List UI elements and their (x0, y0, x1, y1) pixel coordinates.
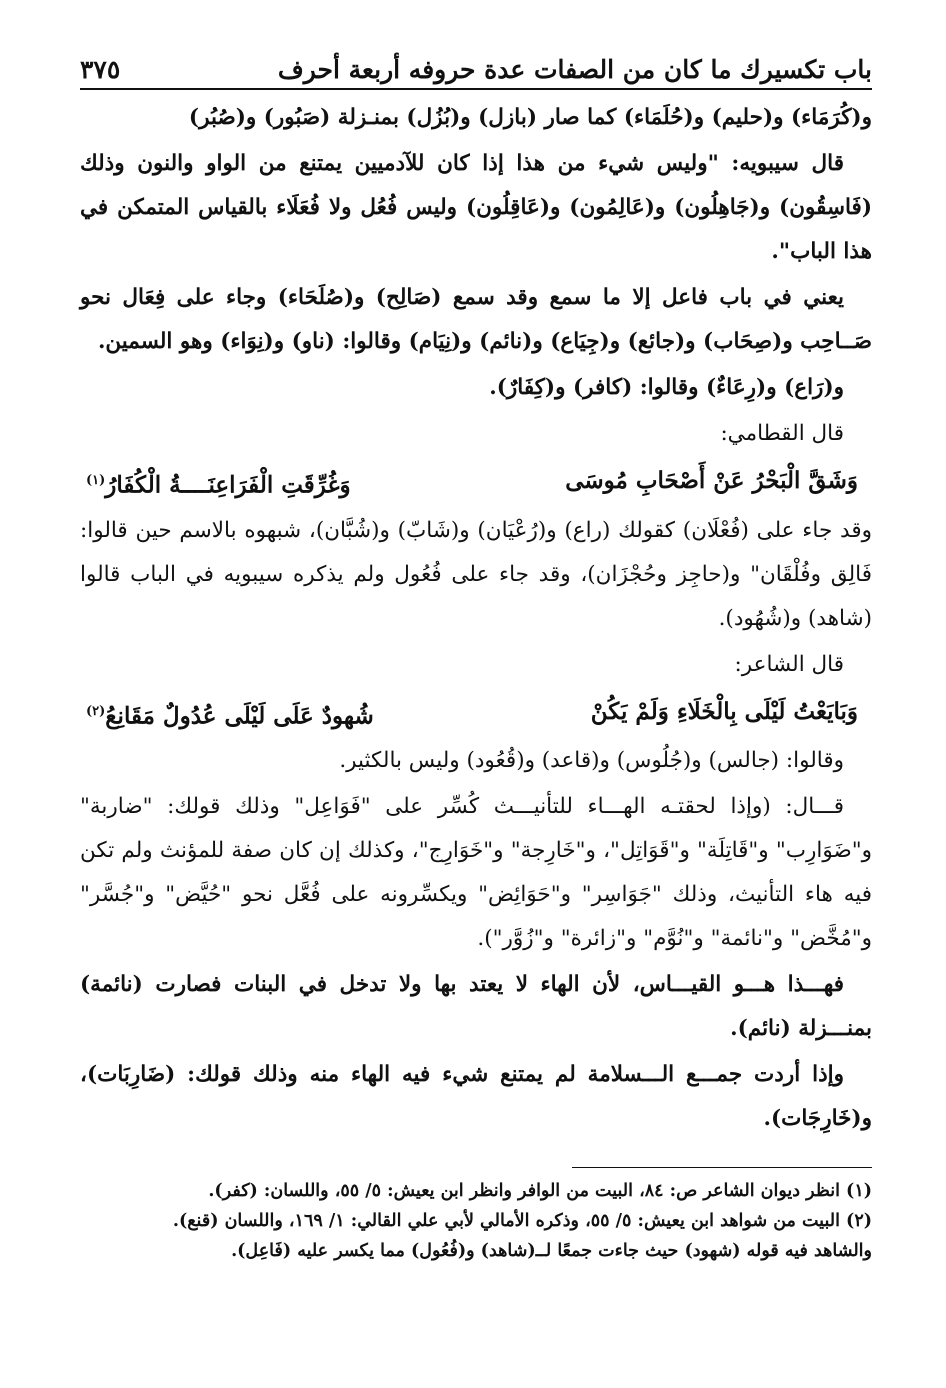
paragraph: و(كُرَمَاء) و(حليم) و(حُلَمَاء) كما صار (بازل) و(بُزُل) بمنـزلة (صَبُور) و(صُبُر) (188, 105, 872, 130)
footnote: (٢) البيت من شواهد ابن يعيش: ٥/ ٥٥، وذكره الأمالي لأبي علي القالي: ١/ ١٦٩، واللسان (قنع). (172, 1211, 872, 1232)
verse-second-hemistich (86, 458, 351, 509)
paragraph: يعني في باب فاعل إلا ما سمع وقد سمع (صَالِح) و(صُلَحَاء) وجاء على فِعَال نحو صَــاحِب و(صِحَاب) و(جائع) و(جِيَاع) و(نائم) و(نِيَام) وقالوا: (ناو) و(نِوَاء) وهو السمين. (80, 285, 872, 354)
footnote: (١) انظر ديوان الشاعر ص: ٨٤، البيت من الوافر وانظر ابن يعيش: ٥/ ٥٥، واللسان: (كفر). (208, 1181, 872, 1202)
paragraph: وقد جاء على (فُعْلَان) كقولك (راع) و(رُعْيَان) و(شَابّ) و(شُبَّان)، شبهوه بالاسم حين قالوا: فَالِق وفُلْقَان" و(حاجِز وحُجْزَان)، وقد جاء على فُعُول ولم يذكره سيبويه في الباب قالوا (شاهد) و(شُهُود). (80, 517, 872, 631)
main-text (80, 96, 872, 1141)
verse-second-hemistich (86, 689, 374, 740)
footnote: والشاهد فيه قوله (شهود) حيث جاءت جمعًا لــ(شاهد) و(فُعُول) مما يكسر عليه (فَاعِل). (231, 1241, 872, 1262)
footnote-marker: (٢) (86, 703, 106, 719)
paragraph: وقالوا: (جالس) و(جُلُوس) و(قاعد) و(قُعُود) وليس بالكثير. (339, 748, 844, 774)
verse-qutami (80, 458, 872, 509)
paragraph: قال الشاعر: (734, 651, 844, 677)
verse-poet (80, 689, 872, 740)
chapter-title: باب تكسيرك ما كان من الصفات عدة حروفه أربعة أحرف (277, 55, 872, 84)
paragraph: وإذا أردت جمـــع الـــسلامة لم يمتنع شيء فيه الهاء منه وذلك قولك: (ضَارِبَات)، و(خَارِجَات). (80, 1062, 872, 1132)
verse-first-hemistich: وَشَقَّ الْبَحْرُ عَنْ أَصْحَابِ مُوسَى (565, 467, 858, 494)
paragraph: و(رَاع) و(رِعَاءٌ) وقالوا: (كافر) و(كِفَارٌ). (489, 375, 844, 400)
paragraph: فهـــذا هـــو القيـــاس، لأن الهاء لا يعتد بها ولا تدخل في البنات فصارت (نائمة) بمنـــزلة (نائم). (80, 972, 872, 1042)
running-header (80, 38, 872, 84)
paragraph: قـــال: (وإذا لحقتـه الهـــاء للتأنيـــث كُسِّر على "فَوَاعِل" وذلك قولك: "ضاربة" و"ضَوَارِب" و"قَاتِلَة" و"قَوَاتِل"، و"خَارِجة" و"خَوَارِج"، وكذلك إن كان صفة للمؤنث ولم تكن فيه هاء التأنيث، وذلك "جَوَاسِر" و"حَوَائِض" ويكسِّرونه على فُعَّل نحو "حُيَّض" و"جُسَّر" و"مُخَّض" و"نائمة" و"نُوَّم" و"زائرة" و"زُوَّر"). (80, 794, 872, 952)
header-rule (80, 88, 872, 90)
footnote-rule (572, 1167, 872, 1168)
verse-first-hemistich: وَبَايَعْتُ لَيْلَى بِالْخَلَاءِ وَلَمْ يَكُنْ (590, 697, 858, 725)
verse-second-hemistich-text: شُهودٌ عَلَى لَيْلَى عُدُولٌ مَقَانِعُ (105, 702, 374, 730)
document-page (80, 38, 872, 1266)
footnotes (80, 1176, 872, 1266)
paragraph: قال القطامي: (720, 421, 844, 446)
verse-second-hemistich-text: وَغُرِّقَتِ الْفَرَاعِنَــــةُ الْكُفَارُ (105, 471, 351, 499)
footnote-marker: (١) (86, 473, 106, 488)
paragraph: قال سيبويه: "وليس شيء من هذا إذا كان للآدميين يمتنع من الواو والنون وذلك (فَاسِقُون) و(جَاهِلُون) و(عَالِمُون) و(عَاقِلُون) وليس فُعُل ولا فُعَلَاء بالقياس المتمكن في هذا الباب". (80, 151, 872, 264)
page-number: ٣٧٥ (80, 55, 121, 84)
